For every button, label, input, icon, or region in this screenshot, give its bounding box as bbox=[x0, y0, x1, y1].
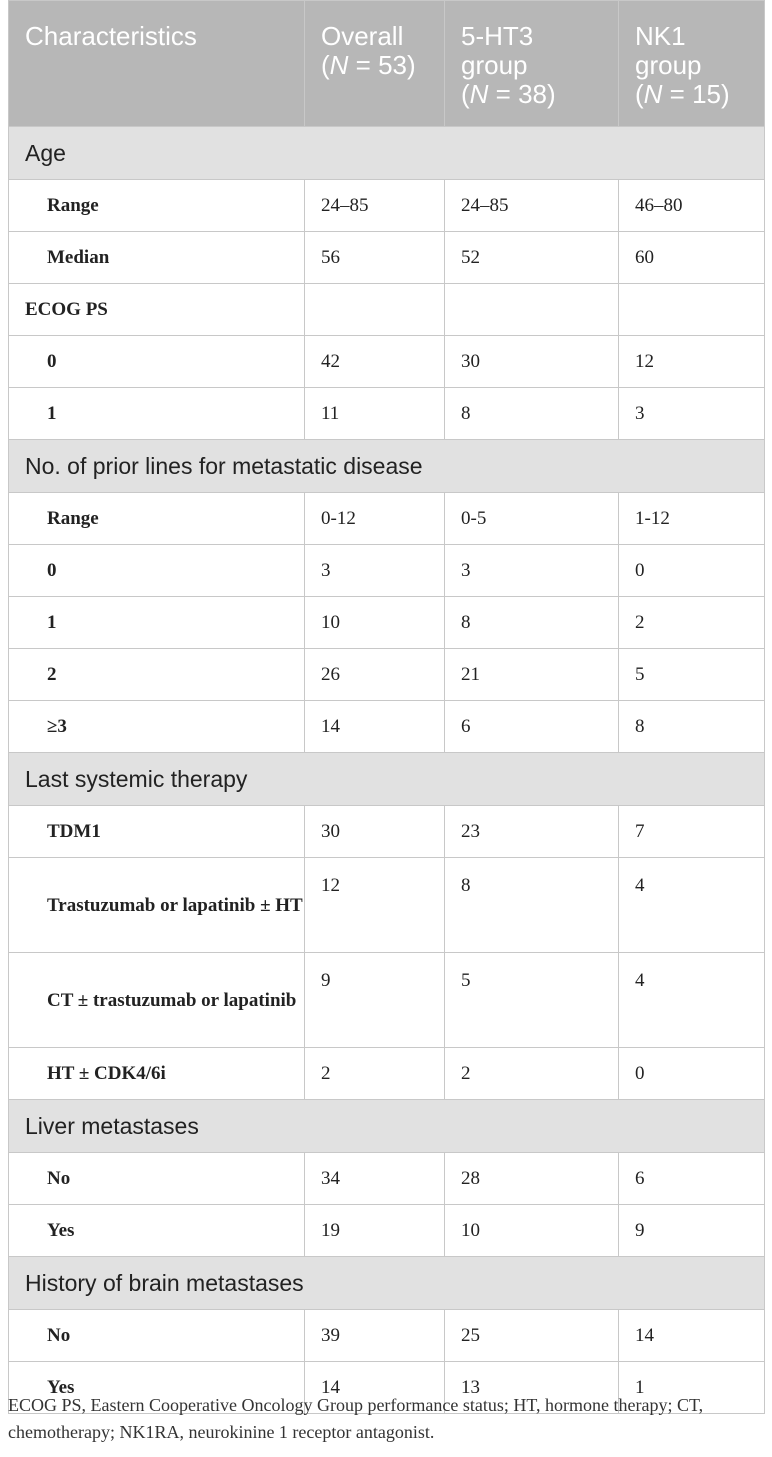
characteristics-table bbox=[8, 0, 765, 1414]
table-row bbox=[9, 1310, 765, 1362]
cell-nk1: 5 bbox=[619, 649, 765, 701]
row-label: 0 bbox=[9, 336, 305, 388]
section-title: No. of prior lines for metastatic disease bbox=[9, 440, 765, 493]
table-row bbox=[9, 1048, 765, 1100]
cell-overall: 34 bbox=[305, 1153, 445, 1205]
cell-overall: 0-12 bbox=[305, 493, 445, 545]
cell-nk1: 0 bbox=[619, 1048, 765, 1100]
cell-5ht3: 3 bbox=[445, 545, 619, 597]
cell-overall: 9 bbox=[305, 953, 445, 1048]
cell-5ht3: 28 bbox=[445, 1153, 619, 1205]
header-nk1-group-word: group bbox=[635, 50, 702, 80]
table-row bbox=[9, 858, 765, 953]
row-label: No bbox=[9, 1310, 305, 1362]
cell-5ht3: 8 bbox=[445, 597, 619, 649]
row-label: Yes bbox=[9, 1362, 305, 1414]
table-row bbox=[9, 493, 765, 545]
cell-overall: 10 bbox=[305, 597, 445, 649]
cell-5ht3: 13 bbox=[445, 1362, 619, 1414]
section-row-liver-metastases bbox=[9, 1100, 765, 1153]
header-5ht3-n: (N = 38) bbox=[461, 79, 556, 109]
row-label: ≥3 bbox=[9, 701, 305, 753]
cell-overall: 39 bbox=[305, 1310, 445, 1362]
cell-overall: 12 bbox=[305, 858, 445, 953]
header-overall-n: (N = 53) bbox=[321, 50, 416, 80]
cell-nk1: 8 bbox=[619, 701, 765, 753]
table-row bbox=[9, 388, 765, 440]
row-label: No bbox=[9, 1153, 305, 1205]
cell-5ht3: 21 bbox=[445, 649, 619, 701]
cell-overall: 14 bbox=[305, 1362, 445, 1414]
table-footnote: ECOG PS, Eastern Cooperative Oncology Group performance status; HT, hormone therapy; CT, chemotherapy; NK1RA, neurokinine 1 receptor antagonist. bbox=[8, 1395, 704, 1442]
cell-nk1: 14 bbox=[619, 1310, 765, 1362]
table-row bbox=[9, 953, 765, 1048]
header-nk1-label: NK1 bbox=[635, 21, 686, 51]
cell-nk1: 46–80 bbox=[619, 180, 765, 232]
section-title: Liver metastases bbox=[9, 1100, 765, 1153]
table-row bbox=[9, 180, 765, 232]
header-5ht3-group-word: group bbox=[461, 50, 528, 80]
section-row-brain-metastases bbox=[9, 1257, 765, 1310]
table-row bbox=[9, 1153, 765, 1205]
section-row-prior-lines bbox=[9, 440, 765, 493]
cell-overall: 42 bbox=[305, 336, 445, 388]
cell-5ht3: 24–85 bbox=[445, 180, 619, 232]
row-label: Range bbox=[9, 493, 305, 545]
cell-nk1: 1 bbox=[619, 1362, 765, 1414]
row-label: CT ± trastuzumab or lapatinib bbox=[9, 953, 305, 1048]
header-characteristics-label: Characteristics bbox=[25, 21, 197, 51]
cell-5ht3: 0-5 bbox=[445, 493, 619, 545]
cell-5ht3: 23 bbox=[445, 806, 619, 858]
cell-5ht3: 2 bbox=[445, 1048, 619, 1100]
cell-5ht3: 52 bbox=[445, 232, 619, 284]
characteristics-table-container bbox=[8, 0, 764, 1414]
cell-nk1: 2 bbox=[619, 597, 765, 649]
section-title: History of brain metastases bbox=[9, 1257, 765, 1310]
cell-nk1: 9 bbox=[619, 1205, 765, 1257]
cell-nk1: 4 bbox=[619, 953, 765, 1048]
row-label: HT ± CDK4/6i bbox=[9, 1048, 305, 1100]
cell-nk1: 12 bbox=[619, 336, 765, 388]
section-title: Age bbox=[9, 127, 765, 180]
row-label: Median bbox=[9, 232, 305, 284]
table-row bbox=[9, 1205, 765, 1257]
row-label: TDM1 bbox=[9, 806, 305, 858]
cell-nk1: 3 bbox=[619, 388, 765, 440]
table-row bbox=[9, 232, 765, 284]
cell-5ht3: 8 bbox=[445, 858, 619, 953]
section-row-last-systemic-therapy bbox=[9, 753, 765, 806]
cell-nk1: 1-12 bbox=[619, 493, 765, 545]
header-nk1-n: (N = 15) bbox=[635, 79, 730, 109]
cell-5ht3: 6 bbox=[445, 701, 619, 753]
cell-overall: 56 bbox=[305, 232, 445, 284]
table-row bbox=[9, 597, 765, 649]
table-row bbox=[9, 284, 765, 336]
cell-overall: 11 bbox=[305, 388, 445, 440]
row-label: 2 bbox=[9, 649, 305, 701]
row-label: 1 bbox=[9, 597, 305, 649]
header-5ht3-label: 5-HT3 bbox=[461, 21, 534, 51]
row-label: Range bbox=[9, 180, 305, 232]
table-row bbox=[9, 701, 765, 753]
header-5ht3-group bbox=[445, 1, 619, 127]
header-nk1-group bbox=[619, 1, 765, 127]
cell-overall: 26 bbox=[305, 649, 445, 701]
table-row bbox=[9, 336, 765, 388]
cell-nk1: 6 bbox=[619, 1153, 765, 1205]
cell-overall: 14 bbox=[305, 701, 445, 753]
row-label: Yes bbox=[9, 1205, 305, 1257]
table-header-row bbox=[9, 1, 765, 127]
section-row-age bbox=[9, 127, 765, 180]
cell-overall bbox=[305, 284, 445, 336]
cell-nk1: 4 bbox=[619, 858, 765, 953]
section-title: Last systemic therapy bbox=[9, 753, 765, 806]
header-overall bbox=[305, 1, 445, 127]
cell-5ht3: 8 bbox=[445, 388, 619, 440]
cell-overall: 19 bbox=[305, 1205, 445, 1257]
cell-5ht3: 5 bbox=[445, 953, 619, 1048]
table-row bbox=[9, 649, 765, 701]
cell-5ht3 bbox=[445, 284, 619, 336]
cell-overall: 2 bbox=[305, 1048, 445, 1100]
row-label: 1 bbox=[9, 388, 305, 440]
cell-5ht3: 10 bbox=[445, 1205, 619, 1257]
cell-nk1: 60 bbox=[619, 232, 765, 284]
cell-overall: 30 bbox=[305, 806, 445, 858]
cell-nk1 bbox=[619, 284, 765, 336]
cell-5ht3: 25 bbox=[445, 1310, 619, 1362]
table-row bbox=[9, 545, 765, 597]
cell-nk1: 7 bbox=[619, 806, 765, 858]
row-label: 0 bbox=[9, 545, 305, 597]
header-overall-label: Overall bbox=[321, 21, 404, 51]
row-label: ECOG PS bbox=[9, 284, 305, 336]
cell-overall: 3 bbox=[305, 545, 445, 597]
cell-5ht3: 30 bbox=[445, 336, 619, 388]
row-label: Trastuzumab or lapatinib ± HT bbox=[9, 858, 305, 953]
header-characteristics bbox=[9, 1, 305, 127]
cell-overall: 24–85 bbox=[305, 180, 445, 232]
cell-nk1: 0 bbox=[619, 545, 765, 597]
table-row bbox=[9, 806, 765, 858]
